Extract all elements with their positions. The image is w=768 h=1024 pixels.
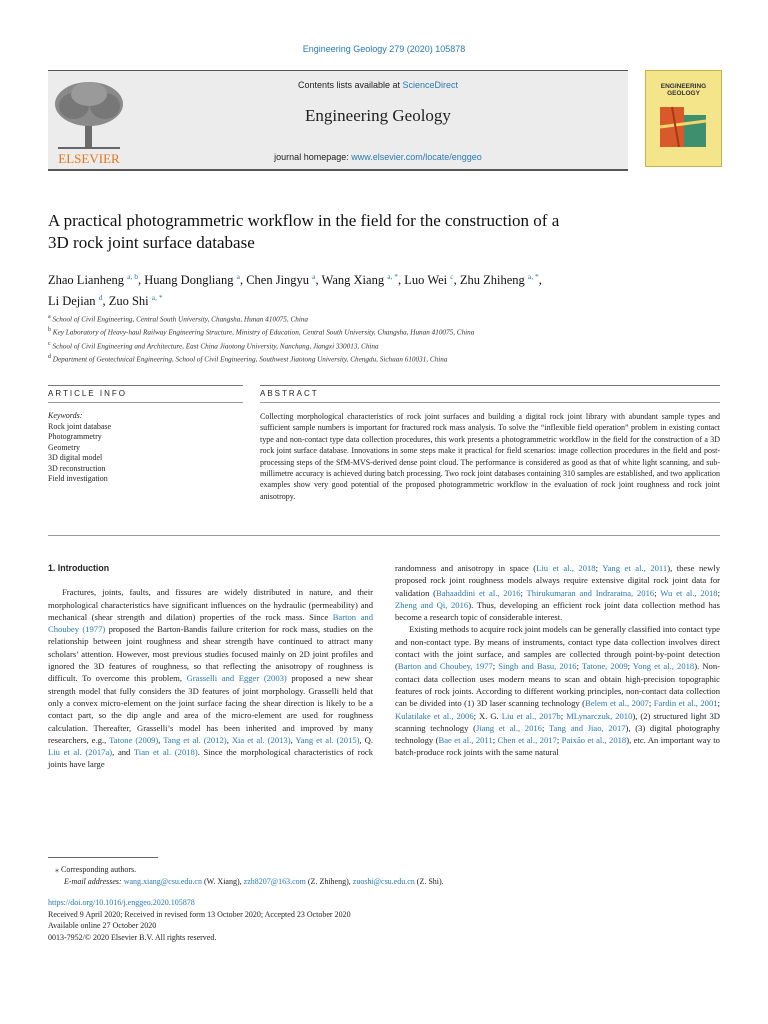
paragraph-text: ), (2) structured light 3D scanning technology ( [395, 710, 720, 733]
author-separator: , [453, 273, 460, 288]
citation-link[interactable]: Yong et al., 2018 [632, 661, 695, 672]
paper-title-line1: A practical photogrammetric workflow in the field for the construction of a [48, 211, 560, 230]
paper-title-line2: 3D rock joint surface database [48, 233, 255, 252]
keyword: 3D reconstruction [48, 463, 106, 473]
paragraph-text: ), etc. An important way to batch-produce rock joints with the same natural [395, 735, 720, 758]
citation-link[interactable]: Tian et al. (2018) [133, 747, 198, 758]
author-list [48, 268, 688, 310]
paragraph-text: ; [595, 563, 603, 573]
citation-link[interactable]: Kulatilake et al., 2006 [395, 710, 474, 721]
journal-title[interactable]: Engineering Geology [305, 106, 451, 125]
contents-availability-line [128, 80, 628, 90]
abstract-text: Collecting morphological characteristics of rock joint surfaces and building a digital rock joint library with abundant sample types and sufficient sample numbers is important for fractured rock mass analysis. To solve the “inflexible field operation” problem in existing contact type and non-contact type data collection procedures, this work presents a photogrammetric workflow in the field for the construction of a 3D rock joint surface database. Innovations in some steps make it practical for field scenarios: image collection procedures in the field and post-processing steps of the SfM-MVS-derived dense point cloud. The performance is considered as good as that of white light scanning, and sub-millimetre accuracy is achieved during batch processing. Two rock joint databases containing 310 samples are established, and two application examples show very good potential of the proposed photogrammetric workflow in the evaluation of rock joint roughness and rock joint anisotropy. [260, 402, 720, 502]
affiliation-text: Department of Geotechnical Engineering, School of Civil Engineering, Southwest Jiaotong University, Chengdu, Sichuan 610031, China [51, 355, 448, 364]
citation-link[interactable]: Chen et al., 2017 [497, 735, 557, 746]
author-affiliation-marker[interactable]: a, * [387, 272, 399, 281]
paper-title [48, 210, 688, 254]
abstract-heading: ABSTRACT [260, 385, 720, 398]
affiliation-text: School of Civil Engineering and Architecture, East China Jiaotong University, Nanchang, Jiangxi 330013, China [50, 342, 379, 351]
affiliation [48, 339, 728, 352]
citation-link[interactable]: Liu et al., 2018 [536, 563, 596, 573]
citation-link[interactable]: Xia et al. (2013) [231, 734, 291, 745]
author-affiliation-marker[interactable]: a, * [151, 293, 163, 303]
citation-link[interactable]: Bahaaddini et al., 2016 [436, 587, 521, 598]
elsevier-logo[interactable] [50, 76, 128, 166]
keywords-label: Keywords: [48, 411, 83, 420]
author-separator: , [315, 273, 322, 288]
received-dates: Received 9 April 2020; Received in revised form 13 October 2020; Accepted 23 October 2020 [48, 909, 351, 919]
email-addresses [55, 876, 735, 888]
email-link[interactable]: zzh8207@163.com [243, 877, 306, 886]
paragraph-text: proposed a new shear strength model that fully considers the 3D features of joint morphology. Grasselli held that only a convex micro-element on the joint surface facing the shear direction is likely to be a contact part, so the dip angle and area of the micro-element are used for roughness calculation. Thereafter, Grasselli’s model has been inherited and improved by many researchers, e.g., [48, 673, 373, 745]
body-column-right [395, 562, 720, 759]
body-paragraph [395, 562, 720, 623]
author-name[interactable]: Chen Jingyu [246, 273, 310, 288]
author-name[interactable]: Zuo Shi [108, 294, 149, 309]
author-affiliation-marker[interactable]: a, * [527, 272, 539, 281]
paragraph-text: , [158, 734, 164, 745]
affiliation [48, 312, 728, 325]
paragraph-text: ; [520, 587, 527, 598]
paragraph-text: ). Thus, developing an efficient rock joint data collection method has become a research topic of considerable interest. [395, 599, 720, 623]
paragraph-text: ; [492, 735, 498, 746]
paragraph-text: , [226, 734, 232, 745]
paragraph-text: ; [492, 661, 499, 672]
available-online-date: Available online 27 October 2020 [48, 921, 157, 930]
paragraph-text: ; [541, 722, 549, 733]
author-separator: , [398, 273, 405, 288]
citation-link[interactable]: Jiang et al., 2016 [475, 722, 542, 733]
journal-homepage-line [128, 152, 628, 162]
contents-prefix: Contents lists available at [297, 80, 403, 90]
body-paragraph [395, 623, 720, 758]
email-label: E-mail addresses: [64, 877, 124, 886]
paragraph-text: Fractures, joints, faults, and fissures are widely distributed in nature, and their morphological characteristics have significant influences on the hydraulic (permeability) and mechanical (shear strength and dilation) properties of the rock mass. Since [48, 587, 373, 622]
paragraph-text: , Q. [359, 734, 374, 745]
cover-artwork-icon [646, 71, 721, 166]
cover-title-line2: GEOLOGY [667, 90, 700, 97]
email-owner: (W. Xiang), [201, 877, 244, 886]
author-name[interactable]: Li Dejian [48, 294, 96, 309]
homepage-prefix: journal homepage: [274, 152, 352, 162]
paragraph-text: ; [560, 710, 567, 721]
article-info-heading: ARTICLE INFO [48, 385, 243, 398]
citation-link[interactable]: MLynarczuk, 2010 [566, 710, 633, 721]
keyword: 3D digital model [48, 453, 103, 462]
email-link[interactable]: wang.xiang@csu.edu.cn [123, 877, 202, 886]
author-affiliation-marker[interactable]: d [98, 293, 103, 303]
affiliation [48, 352, 728, 365]
citation-link[interactable]: Belem et al., 2007 [585, 698, 649, 709]
citation-link[interactable]: Paixão et al., 2018 [561, 735, 627, 746]
paragraph-text: ; X. G. [473, 710, 502, 721]
citation-link[interactable]: Liu et al. (2017a) [48, 747, 113, 758]
sciencedirect-link[interactable]: ScienceDirect [402, 80, 459, 90]
citation-link[interactable]: Grasselli and Egger (2003) [186, 673, 287, 684]
citation-link[interactable]: Tatone, 2009 [581, 661, 628, 672]
citation-link[interactable]: Yang et al. (2015) [295, 734, 360, 745]
article-info-panel [48, 402, 243, 485]
email-owner: (Z. Zhiheng), [305, 877, 353, 886]
footnotes [55, 864, 735, 888]
keyword: Geometry [48, 442, 80, 452]
paragraph-text: , [290, 734, 296, 745]
citation-link[interactable]: Bae et al., 2011 [438, 735, 493, 746]
affiliation-marker: d [48, 354, 51, 361]
corresponding-author-note: ⁎ Corresponding authors. [55, 865, 137, 874]
paragraph-text: ; [654, 587, 661, 598]
paragraph-text: . Since the morphological characteristics of rock joints have large [48, 747, 373, 770]
doi-and-dates [48, 897, 728, 943]
citation-link[interactable]: Wu et al., 2018 [660, 587, 718, 598]
paragraph-text: ; [648, 698, 654, 709]
citation-link[interactable]: Liu et al., 2017b [501, 710, 561, 721]
citation-link[interactable]: Barton and Choubey (1977) [48, 611, 373, 635]
author-affiliation-marker[interactable]: a [236, 272, 240, 281]
citation-link[interactable]: Fardin et al., 2001 [653, 698, 718, 709]
author-name[interactable]: Huang Dongliang [144, 273, 234, 288]
paragraph-text: Existing methods to acquire rock joint models can be generally classified into contact type and non-contact type. By means of instruments, contact type data collection involves direct contact with the joint surface, and samples are collected through point-by-point detection ( [395, 624, 720, 672]
paragraph-text: ; [556, 735, 562, 746]
journal-reference-link[interactable]: Engineering Geology 279 (2020) 105878 [302, 44, 466, 54]
author-affiliation-marker[interactable]: c [450, 272, 454, 281]
author-separator: , [137, 273, 145, 288]
affiliation-marker: a [48, 314, 51, 320]
author-name[interactable]: Zhao Lianheng [48, 273, 125, 288]
cover-title-line1: ENGINEERING [660, 83, 707, 90]
citation-link[interactable]: Tang and Jiao, 2017 [548, 722, 626, 733]
citation-link[interactable]: Tatone (2009) [109, 734, 159, 745]
paragraph-text: ; [717, 698, 720, 709]
keyword: Field investigation [48, 474, 108, 483]
citation-link[interactable]: Thirukumaran and Indraratna, 2016 [526, 587, 655, 598]
section-heading-introduction: 1. Introduction [48, 563, 110, 573]
author-affiliation-marker[interactable]: a, b [127, 272, 138, 281]
author-separator: , [102, 294, 109, 309]
citation-link[interactable]: Zheng and Qi, 2016 [395, 599, 469, 610]
affiliation-text: Key Laboratory of Heavy-haul Railway Engineering Structure, Ministry of Education, Central South University, Changsha, Hunan 410075, China [51, 328, 475, 337]
body-paragraph [48, 586, 373, 770]
citation-link[interactable]: Barton and Choubey, 1977 [397, 661, 493, 672]
affiliation-list [48, 312, 728, 366]
journal-cover-thumbnail[interactable] [645, 70, 722, 167]
footnote-divider [48, 857, 158, 858]
paragraph-text: ). Non-contact data collection uses modern means to scan and obtain high-precision topographic features of rock joints. According to different working principles, non-contact data collection can be divided into (1) 3D laser scanning technology ( [395, 661, 721, 709]
affiliation-marker: c [48, 340, 51, 347]
paragraph-text: ), (3) digital photography technology ( [395, 722, 720, 746]
doi-link[interactable]: https://doi.org/10.1016/j.enggeo.2020.105878 [48, 898, 195, 907]
citation-link[interactable]: Yang et al., 2011 [602, 563, 668, 573]
citation-link[interactable]: Singh and Basu, 2016 [498, 661, 577, 672]
author-separator: , [538, 273, 542, 288]
citation-link[interactable]: Tang et al. (2012) [163, 734, 227, 745]
email-link[interactable]: zuoshi@csu.edu.cn [352, 877, 415, 886]
author-affiliation-marker[interactable]: a [312, 272, 316, 281]
paragraph-text: ), these newly proposed rock joint roughness models always require extensive digital rock joint data for validation ( [395, 563, 720, 598]
elsevier-wordmark: ELSEVIER [58, 151, 120, 166]
paragraph-text: randomness and anisotropy in space ( [395, 563, 537, 573]
author-separator: , [239, 273, 247, 288]
author-name[interactable]: Zhu Zhiheng [459, 273, 525, 288]
paragraph-text: ; [717, 587, 720, 598]
paragraph-text: , and [112, 747, 134, 758]
affiliation [48, 325, 728, 338]
paragraph-text: ; [627, 661, 633, 672]
copyright-line: 0013-7952/© 2020 Elsevier B.V. All rights reserved. [48, 932, 217, 942]
keyword: Photogrammetry [48, 432, 102, 441]
section-divider [48, 535, 720, 536]
paragraph-text: proposed the Barton-Bandis failure criterion for rock mass, studies on the relationship between joint roughness and shear strength have continued to attract many scholars’ attention. However, most previous studies focused mainly on 2D joint profiles and ignored the 3D features of roughness, so that reflecting the anisotropy of roughness is difficult. To overcome this problem, [48, 624, 373, 684]
affiliation-marker: b [48, 327, 51, 334]
elsevier-tree-icon [50, 76, 128, 166]
keyword: Rock joint database [48, 421, 112, 431]
keyword-list [48, 422, 243, 485]
body-column-left [48, 562, 373, 771]
paragraph-text: ; [576, 661, 582, 672]
journal-homepage-link[interactable]: www.elsevier.com/locate/enggeo [351, 152, 482, 162]
affiliation-text: School of Civil Engineering, Central South University, Changsha, Hunan 410075, China [50, 315, 309, 324]
email-owner: (Z. Shi). [414, 877, 444, 886]
author-name[interactable]: Luo Wei [404, 273, 448, 288]
author-name[interactable]: Wang Xiang [321, 273, 385, 288]
